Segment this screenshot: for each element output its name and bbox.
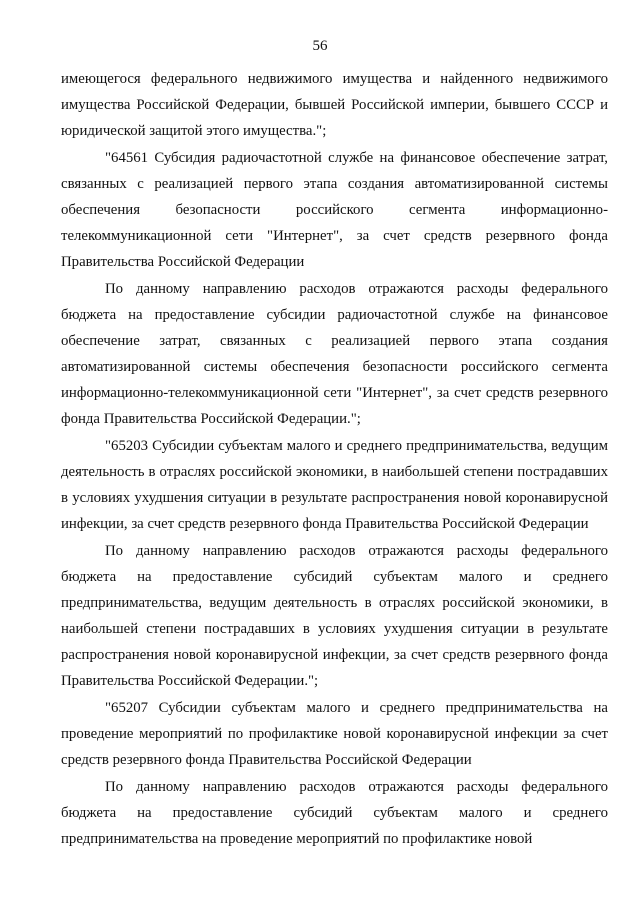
paragraph-description-64561: По данному направлению расходов отражаются расходы федерального бюджета на предоставление субсидии радиочастотной службе на финансовое обеспечение затрат, связанных с реализацией первого этапа создания автоматизированной системы обеспечения безопасности российского сегмента информационно-телекоммуникационной сети "Интернет", за счет средств резервного фонда Правительства Российской Федерации."; [61, 281, 608, 427]
paragraph-code-65203: "65203 Субсидии субъектам малого и среднего предпринимательства, ведущим деятельность в отраслях российской экономики, в наибольшей степени пострадавших в условиях ухудшения ситуации в результате распространения новой коронавирусной инфекции, за счет средств резервного фонда Правительства Российской Федерации [61, 438, 608, 532]
document-body [61, 66, 608, 852]
paragraph-description-65203: По данному направлению расходов отражаются расходы федерального бюджета на предоставление субсидий субъектам малого и среднего предпринимательства, ведущим деятельность в отраслях российской экономики, в наибольшей степени пострадавших в условиях ухудшения ситуации в результате распространения новой коронавирусной инфекции, за счет средств резервного фонда Правительства Российской Федерации."; [61, 543, 608, 689]
paragraph-code-64561: "64561 Субсидия радиочастотной службе на финансовое обеспечение затрат, связанных с реализацией первого этапа создания автоматизированной системы обеспечения безопасности российского сегмента информационно-телекоммуникационной сети "Интернет", за счет средств резервного фонда Правительства Российской Федерации [61, 150, 608, 270]
paragraph-code-65207: "65207 Субсидии субъектам малого и среднего предпринимательства на проведение мероприятий по профилактике новой коронавирусной инфекции за счет средств резервного фонда Правительства Российской Федерации [61, 700, 608, 768]
page-number: 56 [312, 38, 328, 54]
paragraph-continuation: имеющегося федерального недвижимого имущества и найденного недвижимого имущества Российской Федерации, бывшей Российской империи, бывшего СССР и юридической защитой этого имущества."; [61, 71, 608, 139]
paragraph-description-65207: По данному направлению расходов отражаются расходы федерального бюджета на предоставление субсидий субъектам малого и среднего предпринимательства на проведение мероприятий по профилактике новой [61, 779, 608, 847]
